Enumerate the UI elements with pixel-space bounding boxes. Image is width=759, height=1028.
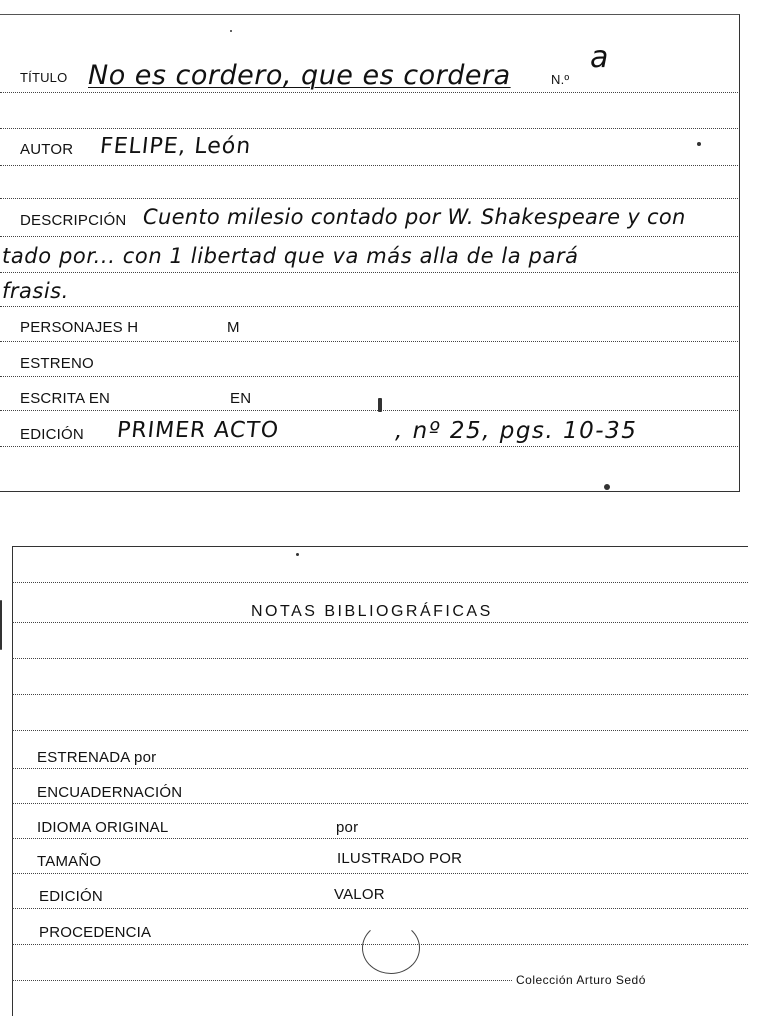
stamp-circle [362, 922, 420, 974]
titulo-label: TÍTULO [20, 70, 68, 85]
ink-speck [697, 142, 701, 146]
valor-label: VALOR [334, 886, 385, 903]
rule-line [12, 803, 748, 804]
rule-line [12, 730, 748, 731]
rule-line [0, 198, 738, 199]
personajes-m-label: M [227, 319, 240, 336]
ink-speck [378, 398, 382, 412]
descripcion-line-1: Cuento milesio contado por W. Shakespeare y con [143, 205, 686, 229]
tamano-label: TAMAÑO [37, 853, 102, 870]
rule-line [0, 128, 738, 129]
rule-line [12, 768, 748, 769]
edicion-value: PRIMER ACTO [115, 418, 281, 443]
estreno-label: ESTRENO [20, 355, 94, 372]
rule-line [12, 838, 748, 839]
numero-value: a [590, 40, 609, 75]
estrenada-label: ESTRENADA por [37, 749, 157, 766]
autor-value: FELIPE, León [98, 134, 253, 159]
rule-line [12, 873, 748, 874]
rule-line [0, 92, 738, 93]
ink-speck [230, 30, 232, 32]
escrita-label: ESCRITA EN [20, 390, 111, 407]
encuadernacion-label: ENCUADERNACIÓN [37, 784, 183, 801]
descripcion-line-3: frasis. [2, 279, 69, 303]
numero-label: N.º [551, 72, 570, 87]
rule-line [0, 341, 738, 342]
ink-speck [296, 553, 299, 556]
coleccion-label: Colección Arturo Sedó [516, 973, 646, 987]
ink-speck [604, 484, 610, 490]
edicion-2-label: EDICIÓN [39, 888, 103, 905]
idioma-label: IDIOMA ORIGINAL [37, 819, 169, 836]
rule-line [12, 622, 748, 623]
rule-line [12, 694, 748, 695]
autor-label: AUTOR [20, 141, 74, 158]
procedencia-label: PROCEDENCIA [39, 924, 152, 941]
titulo-value: No es cordero, que es cordera [88, 60, 511, 91]
edicion-label: EDICIÓN [20, 426, 84, 443]
rule-line [0, 165, 738, 166]
notas-bibliograficas-title: NOTAS BIBLIOGRÁFICAS [251, 603, 493, 620]
rule-line [12, 582, 748, 583]
ilustrado-label: ILUSTRADO POR [337, 850, 463, 867]
rule-line [0, 376, 738, 377]
rule-line [12, 980, 512, 981]
personajes-label: PERSONAJES H [20, 319, 139, 336]
rule-line [0, 410, 738, 411]
rule-line [0, 446, 738, 447]
rule-line [0, 306, 738, 307]
ink-speck [0, 600, 2, 650]
rule-line [0, 272, 738, 273]
descripcion-label: DESCRIPCIÓN [20, 212, 127, 229]
escrita-en-label: EN [230, 390, 252, 407]
edicion-detail: , nº 25, pgs. 10-35 [395, 418, 638, 444]
rule-line [12, 658, 748, 659]
rule-line [12, 908, 748, 909]
idioma-por-label: por [336, 819, 359, 836]
descripcion-line-2: tado por... con 1 libertad que va más alla de la pará [2, 244, 579, 268]
rule-line [0, 236, 738, 237]
